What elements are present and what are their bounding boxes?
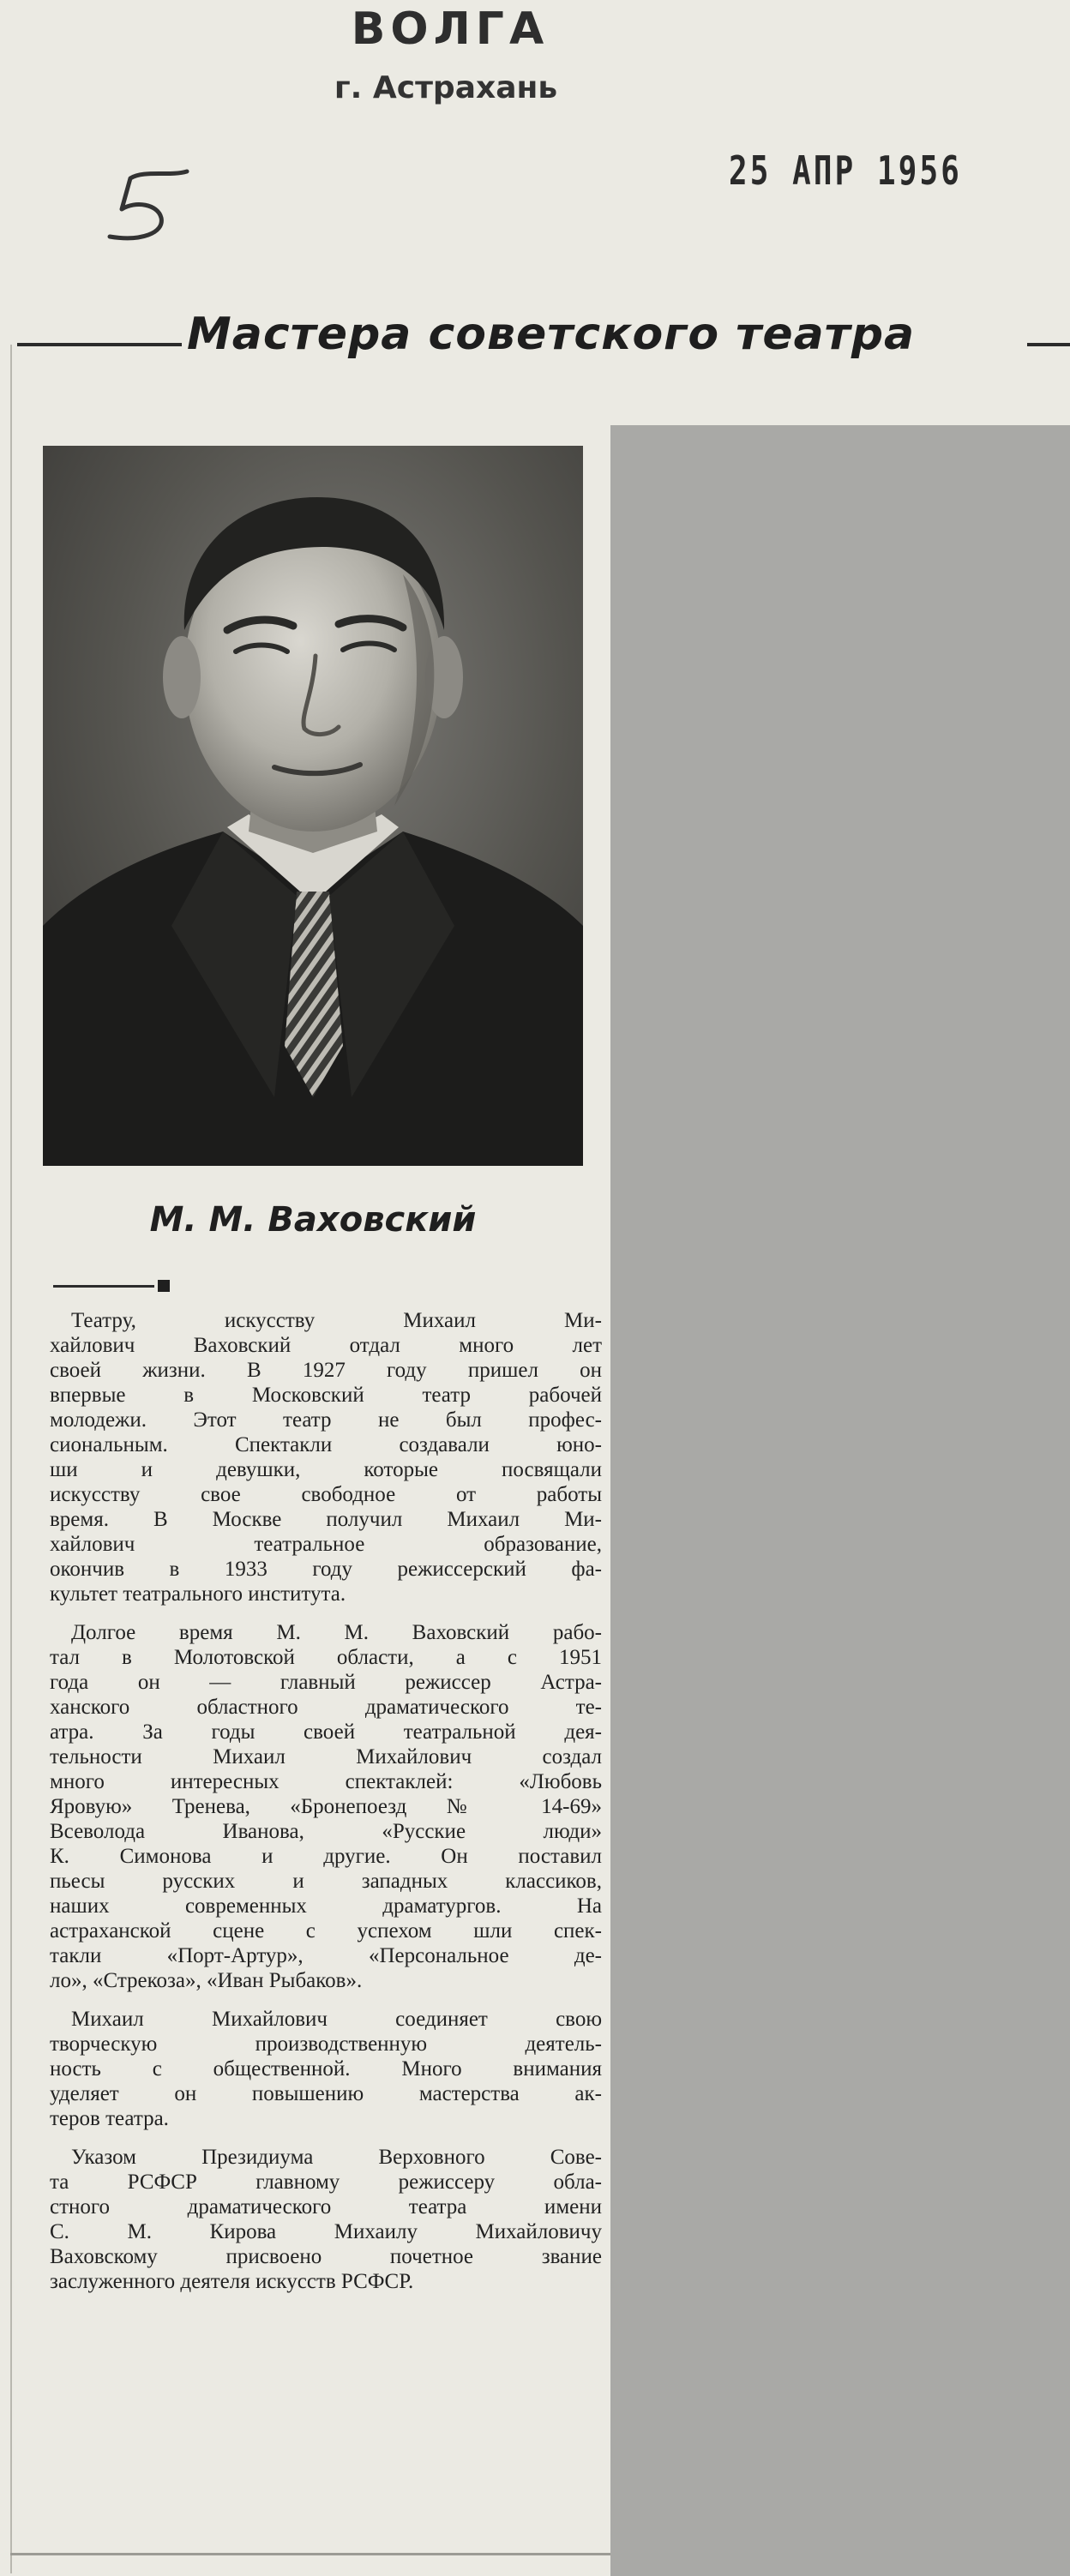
article-line: атра. За годы своей театральной дея- xyxy=(50,1720,602,1744)
article-line: культет театрального института. xyxy=(50,1582,346,1606)
handwritten-five-icon xyxy=(101,159,204,254)
article-line: астраханской сцене с успехом шли спек- xyxy=(50,1919,602,1943)
article-line: окончив в 1933 году режиссерский фа- xyxy=(50,1558,602,1581)
article-line: тельности Михаил Михайлович создал xyxy=(50,1745,602,1768)
article-line: такли «Порт-Артур», «Персональное де- xyxy=(50,1944,602,1967)
article-line: хайлович театральное образование, xyxy=(50,1533,602,1556)
rubric-heading xyxy=(10,309,1070,386)
article-line: К. Симонова и другие. Он поставил xyxy=(50,1845,602,1868)
article-line: много интересных спектаклей: «Любовь xyxy=(50,1770,602,1793)
gray-backing-card xyxy=(610,425,1070,2576)
article-body xyxy=(50,1308,602,2308)
photo-caption: М. М. Ваховский xyxy=(149,1200,477,1240)
newspaper-name: ВОЛГА xyxy=(351,3,550,55)
article-line: ность с общественной. Много внимания xyxy=(50,2057,602,2081)
article-line: ши и девушки, которые посвящали xyxy=(50,1458,602,1481)
article-line: творческую производственную деятель- xyxy=(50,2033,602,2056)
article-line: ханского областного драматического те- xyxy=(50,1696,602,1719)
article-line: впервые в Московский театр рабочей xyxy=(50,1384,602,1407)
date-stamp: 25 АПР 1956 xyxy=(729,147,962,194)
article-line: Долгое время М. М. Ваховский рабо- xyxy=(50,1621,602,1644)
article-line: Яровую» Тренева, «Бронепоезд № 14-69» xyxy=(50,1795,602,1818)
article-line: та РСФСР главному режиссеру обла- xyxy=(50,2171,602,2194)
article-line: Всеволода Иванова, «Русские люди» xyxy=(50,1820,602,1843)
article-line: хайлович Ваховский отдал много лет xyxy=(50,1334,602,1357)
article-line: Театру, искусству Михаил Ми- xyxy=(50,1309,602,1332)
article-line: тал в Молотовской области, а с 1951 xyxy=(50,1646,602,1669)
article-paragraph xyxy=(50,2145,602,2294)
article-line: время. В Москве получил Михаил Ми- xyxy=(50,1508,602,1531)
article-line: заслуженного деятеля искусств РСФСР. xyxy=(50,2270,414,2293)
article-line: С. М. Кирова Михаилу Михайловичу xyxy=(50,2220,602,2243)
article-paragraph xyxy=(50,1308,602,1606)
article-line: пьесы русских и западных классиков, xyxy=(50,1870,602,1893)
caption-rule xyxy=(53,1285,154,1288)
article-line: ло», «Стрекоза», «Иван Рыбаков». xyxy=(50,1969,363,1992)
article-line: искусству свое свободное от работы xyxy=(50,1483,602,1506)
rubric-rule-left xyxy=(17,343,182,346)
left-margin-rule xyxy=(10,345,12,2573)
article-line: своей жизни. В 1927 году пришел он xyxy=(50,1359,602,1382)
article-line: теров театра. xyxy=(50,2107,169,2130)
rubric-rule-right xyxy=(1027,343,1070,346)
article-paragraph xyxy=(50,1620,602,1993)
article-line: Указом Президиума Верховного Сове- xyxy=(50,2146,602,2169)
rubric-title: Мастера советского театра xyxy=(187,309,916,360)
caption-square-icon xyxy=(158,1280,170,1292)
portrait-photo xyxy=(43,446,583,1166)
article-line: уделяет он повышению мастерства ак- xyxy=(50,2082,602,2105)
portrait-image xyxy=(43,446,583,1166)
article-line: сиональным. Спектакли создавали юно- xyxy=(50,1433,602,1456)
article-line: наших современных драматургов. На xyxy=(50,1894,602,1918)
article-line: Михаил Михайлович соединяет свою xyxy=(50,2008,602,2031)
article-line: Ваховскому присвоено почетное звание xyxy=(50,2245,602,2268)
newspaper-city: г. Астрахань xyxy=(334,70,558,105)
article-paragraph xyxy=(50,2007,602,2131)
article-line: года он — главный режиссер Астра- xyxy=(50,1671,602,1694)
handwritten-number xyxy=(101,159,204,254)
article-line: стного драматического театра имени xyxy=(50,2195,602,2219)
article-line: молодежи. Этот театр не был профес- xyxy=(50,1408,602,1432)
bottom-rule xyxy=(10,2553,610,2555)
